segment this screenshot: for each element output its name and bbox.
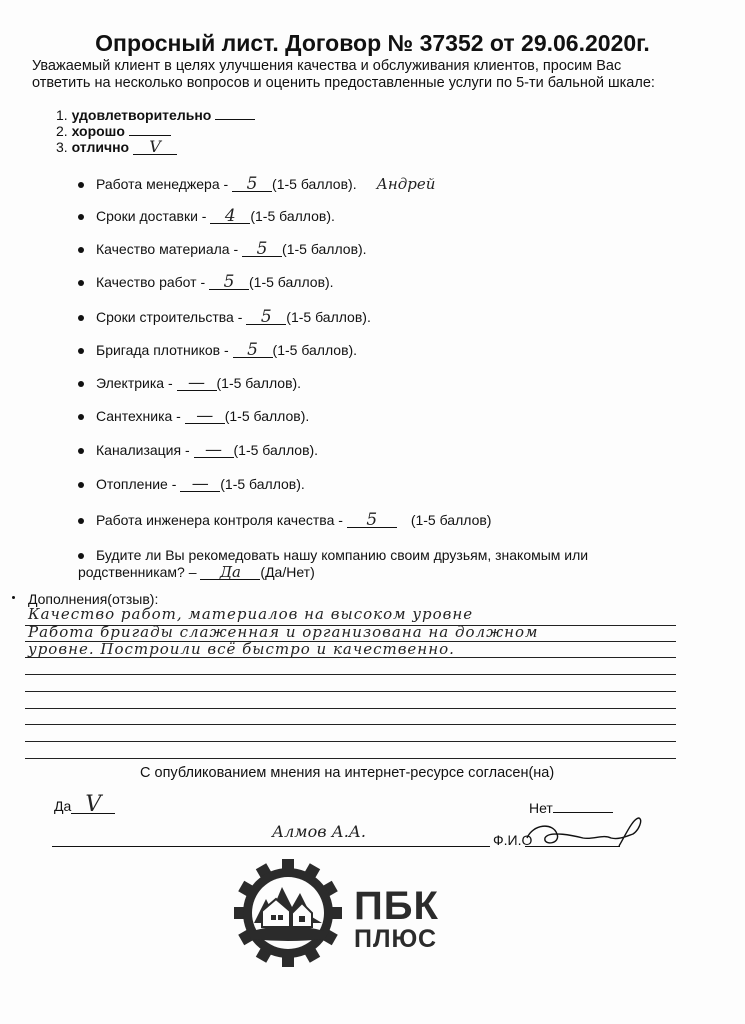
intro-line-1: Уважаемый клиент в целях улучшения качества и обслуживания клиентов, просим Вас (32, 58, 622, 74)
rating-suffix: (1-5 баллов). (286, 309, 371, 325)
bullet-icon (78, 414, 84, 420)
bullet-icon (78, 280, 84, 286)
bullet-icon (78, 315, 84, 321)
rating-label: Качество работ - (96, 274, 206, 290)
score-field[interactable]: 5 (209, 275, 249, 290)
option-mark-field[interactable] (215, 119, 255, 120)
rating-suffix: (1-5 баллов). (282, 241, 367, 257)
feedback-line (25, 708, 676, 709)
score-field[interactable]: 5 (347, 513, 397, 528)
rating-heating (78, 476, 305, 492)
yes-mark-field[interactable]: V (71, 797, 115, 814)
option-mark-field[interactable]: V (133, 140, 177, 155)
rating-plumbing (78, 408, 309, 424)
manager-name-note: Андрей (376, 175, 436, 193)
option-label: удовлетворительно (71, 107, 212, 123)
feedback-line (25, 691, 676, 692)
rating-electrics (78, 375, 301, 391)
feedback-text-line-3: уровне. Построили всё быстро и качественно. (28, 640, 455, 658)
signature-line (52, 846, 490, 847)
recommend-suffix: (Да/Нет) (260, 564, 315, 580)
signature-name: Алмов А.А. (272, 822, 367, 841)
rating-work-quality (78, 274, 334, 290)
rating-suffix: (1-5 баллов). (250, 208, 335, 224)
fio-label: Ф.И.О (493, 832, 533, 848)
bullet-icon (78, 518, 84, 524)
rating-delivery (78, 208, 335, 224)
gear-house-logo-icon (222, 858, 354, 968)
option-number: 1. (56, 107, 68, 123)
no-label: Нет (529, 800, 553, 816)
no-mark-field[interactable] (553, 798, 613, 813)
score-field[interactable]: — (194, 443, 234, 458)
bullet-icon (12, 596, 15, 599)
consent-text: С опубликованием мнения на интернет-ресурсе согласен(на) (140, 765, 555, 781)
rating-suffix: (1-5 баллов). (249, 274, 334, 290)
intro-line-2: ответить на несколько вопросов и оценить предоставленные услуги по 5-ти бальной шкале: (32, 75, 655, 91)
bullet-icon (78, 247, 84, 253)
intro-text (32, 58, 655, 92)
rating-label: Отопление - (96, 476, 177, 492)
rating-label: Электрика - (96, 375, 173, 391)
rating-material (78, 241, 367, 257)
company-logo (222, 858, 446, 968)
rating-suffix: (1-5 баллов). (224, 408, 310, 424)
score-field[interactable]: — (180, 477, 220, 492)
rating-carpenters (78, 342, 357, 358)
option-1 (56, 107, 255, 123)
logo-text-line-1: ПБК (354, 884, 439, 928)
score-field[interactable]: 5 (233, 343, 273, 358)
feedback-line (25, 724, 676, 725)
rating-suffix: (1-5 баллов). (272, 176, 357, 192)
rating-label: Работа инженера контроля качества - (96, 512, 343, 528)
rating-label: Сроки строительства - (96, 309, 243, 325)
rating-label: Канализация - (96, 442, 190, 458)
bullet-icon (78, 381, 84, 387)
rating-manager (78, 175, 435, 193)
logo-text-line-2: ПЛЮС (354, 925, 438, 953)
score-field[interactable]: 5 (232, 177, 272, 192)
feedback-line (25, 758, 676, 759)
rating-label: Качество материала - (96, 241, 239, 257)
rating-suffix: (1-5 баллов). (220, 476, 305, 492)
rating-suffix: (1-5 баллов) (410, 512, 492, 528)
recommend-line-2: родственникам? – (78, 564, 197, 580)
score-field[interactable]: 5 (242, 242, 282, 257)
score-field[interactable]: — (177, 376, 217, 391)
rating-suffix: (1-5 баллов). (216, 375, 302, 391)
rating-quality-engineer (78, 512, 491, 528)
score-field[interactable]: 4 (210, 209, 250, 224)
recommend-answer-field[interactable]: Да (200, 565, 260, 580)
feedback-line (25, 741, 676, 742)
rating-sewerage (78, 442, 318, 458)
signature-scribble-icon (523, 812, 647, 856)
score-field[interactable]: 5 (246, 310, 286, 325)
feedback-label: Дополнения(отзыв): (28, 591, 159, 607)
yes-label: Да (54, 798, 72, 814)
rating-suffix: (1-5 баллов). (272, 342, 358, 358)
option-label: хорошо (71, 123, 125, 139)
bullet-icon (78, 348, 84, 354)
option-number: 3. (56, 139, 68, 155)
feedback-line (25, 674, 676, 675)
rating-label: Работа менеджера - (96, 176, 229, 192)
page-title: Опросный лист. Договор № 37352 от 29.06.2020г. (95, 30, 650, 56)
score-field[interactable]: — (185, 409, 225, 424)
bullet-icon (78, 214, 84, 220)
rating-construction-time (78, 309, 371, 325)
rating-suffix: (1-5 баллов). (233, 442, 319, 458)
bullet-icon (78, 448, 84, 454)
rating-label: Сроки доставки - (96, 208, 207, 224)
feedback-text-line-1: Качество работ, материалов на высоком уровне (28, 605, 474, 623)
option-number: 2. (56, 123, 68, 139)
consent-yes (54, 792, 115, 817)
rating-label: Сантехника - (96, 408, 181, 424)
option-mark-field[interactable] (129, 135, 171, 136)
recommend-line-1: Будите ли Вы рекомедовать нашу компанию своим друзьям, знакомым или (96, 547, 589, 563)
feedback-text-line-2: Работа бригады слаженная и организована на должном (28, 623, 539, 641)
bullet-icon (78, 182, 84, 188)
recommend-question (78, 547, 588, 581)
rating-label: Бригада плотников - (96, 342, 229, 358)
bullet-icon (78, 553, 84, 559)
bullet-icon (78, 482, 84, 488)
option-3 (56, 139, 177, 155)
option-label: отлично (71, 139, 130, 155)
